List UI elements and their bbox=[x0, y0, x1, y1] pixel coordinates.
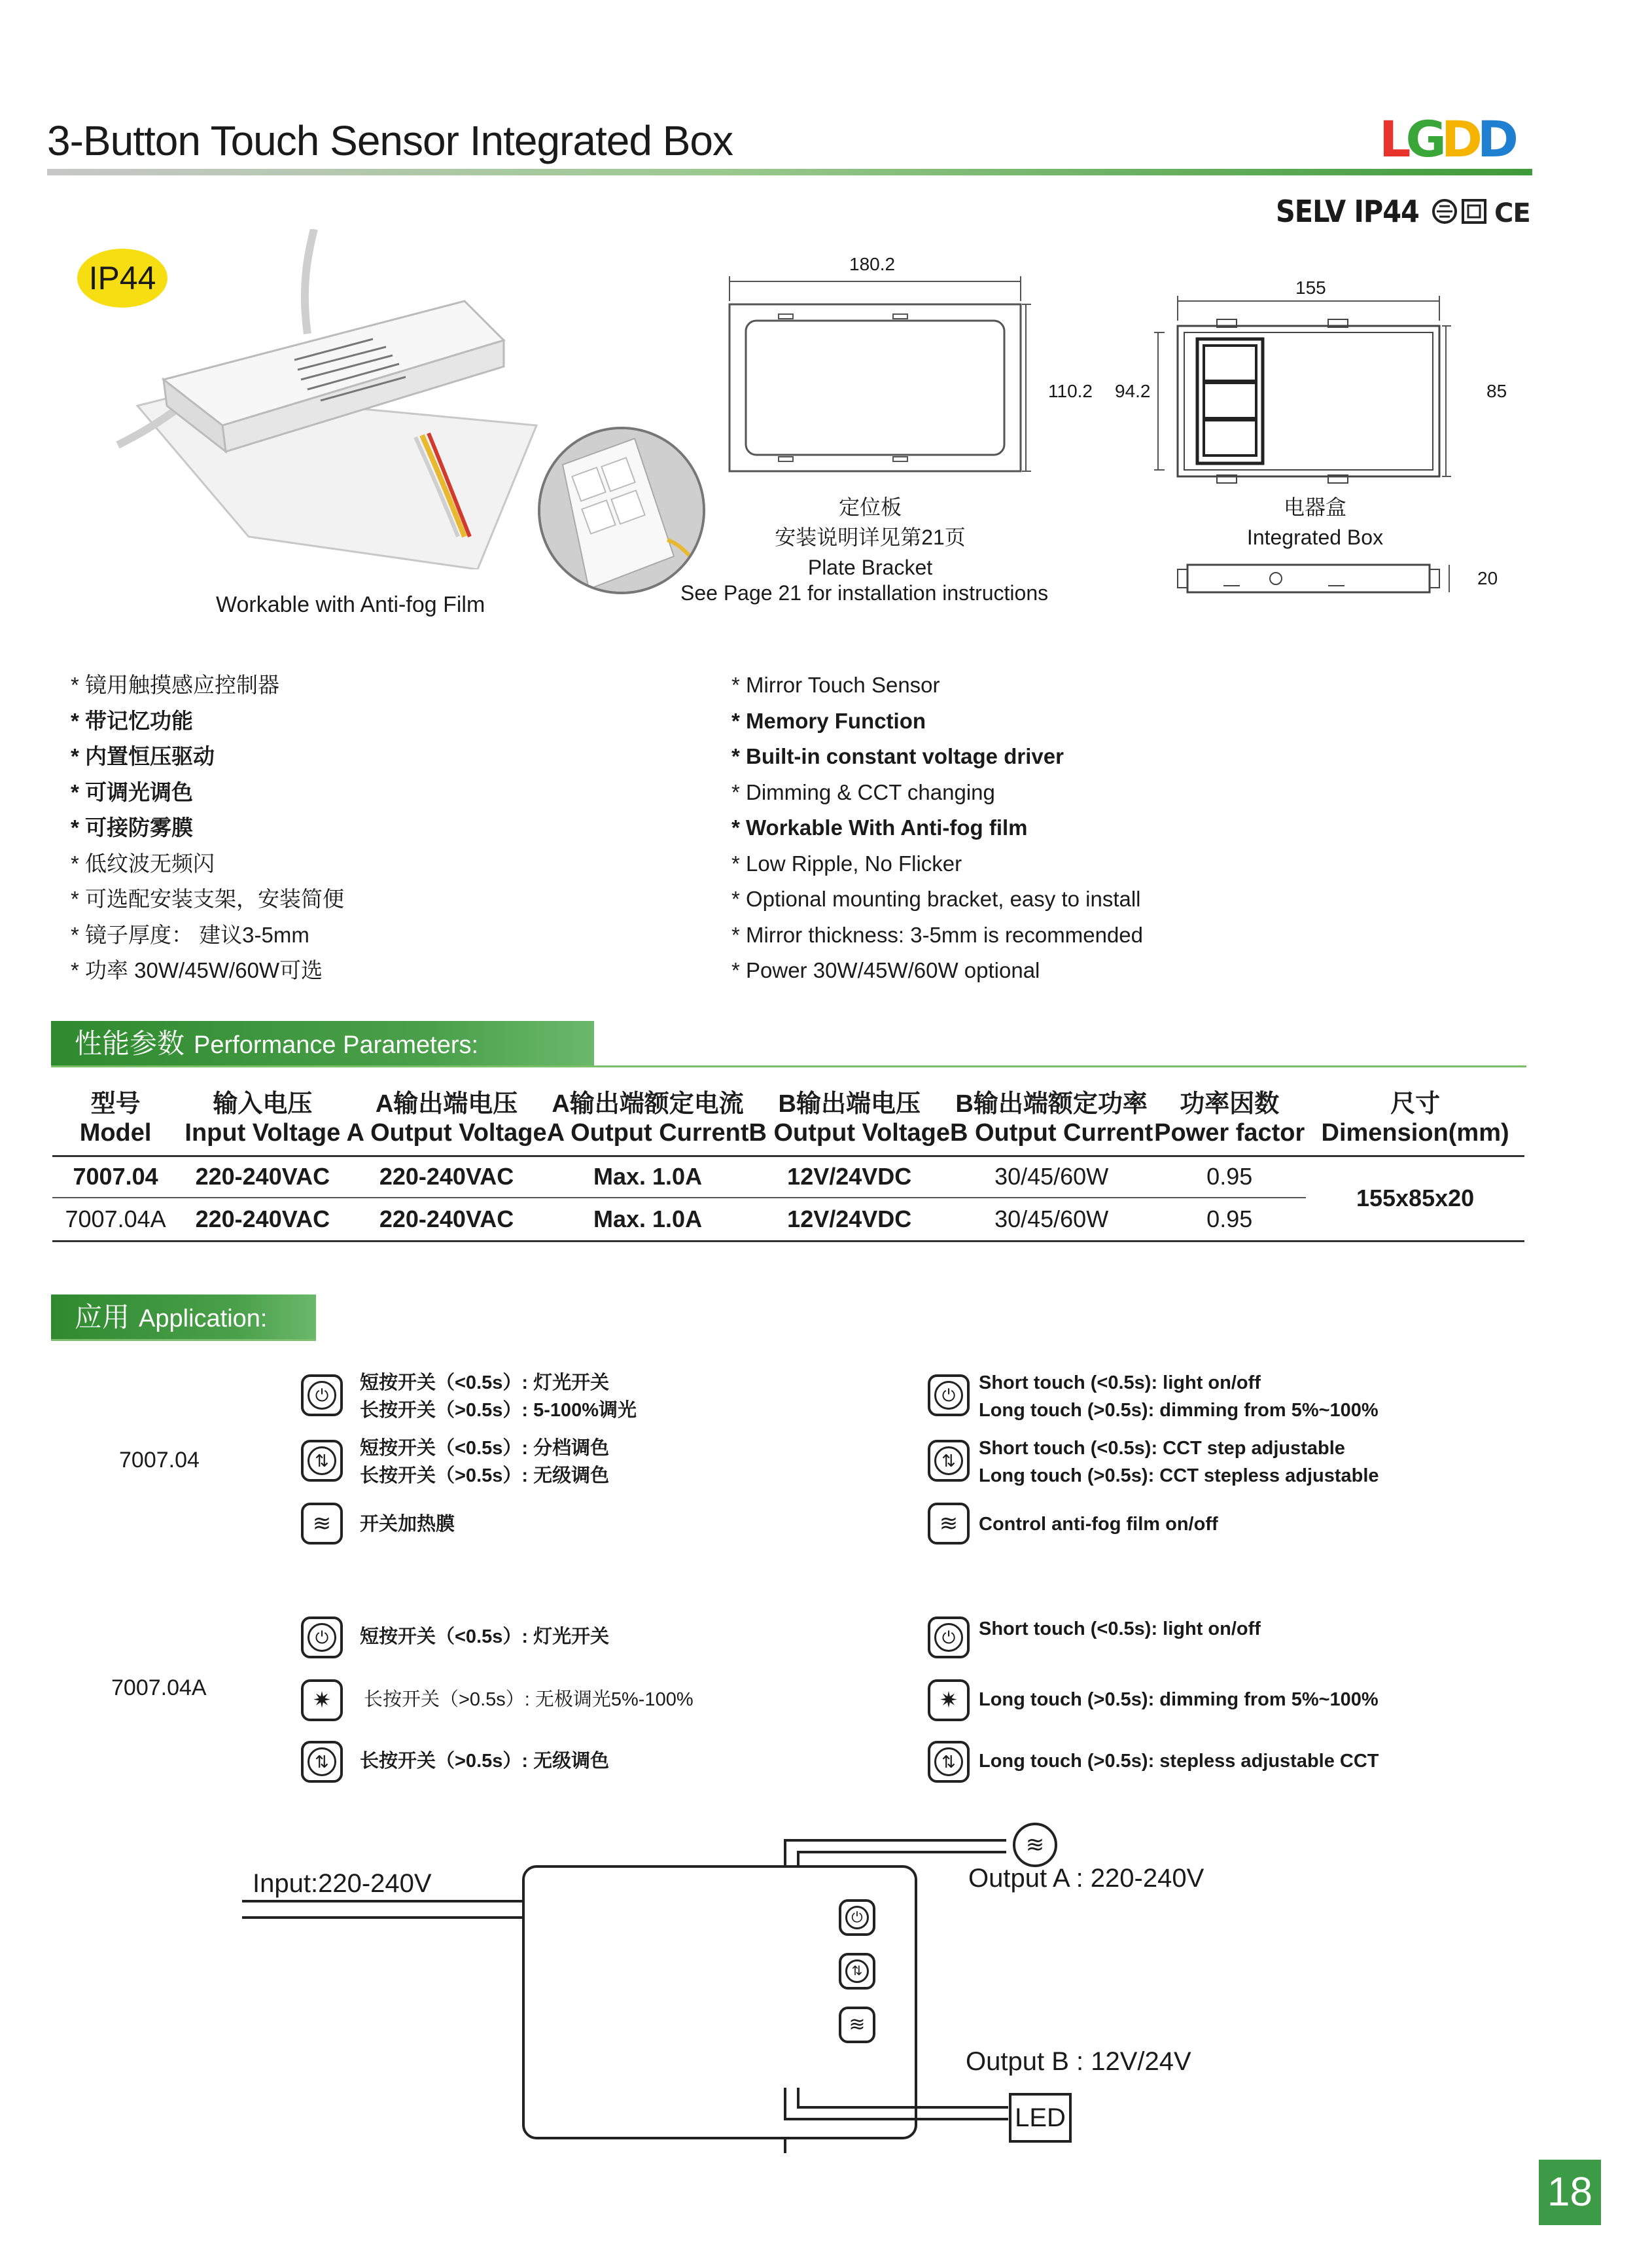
table-cell: Power factor bbox=[1154, 1119, 1305, 1147]
feature-item: * Low Ripple, No Flicker bbox=[731, 851, 962, 876]
table-cell: 12V/24VDC bbox=[787, 1163, 912, 1190]
table-cell: 220-240VAC bbox=[379, 1163, 514, 1190]
page-number: 18 bbox=[1539, 2160, 1601, 2225]
output-b-wires bbox=[782, 2088, 1024, 2160]
feature-item: * Mirror thickness: 3-5mm is recommended bbox=[731, 922, 1143, 947]
cct-button-icon: ⇅ bbox=[839, 1953, 875, 1990]
performance-table bbox=[52, 1083, 1524, 1242]
table-cell: Dimension(mm) bbox=[1321, 1119, 1509, 1147]
box-caption-zh: 电器盒 bbox=[1283, 495, 1346, 519]
cct-icon: ⇅ bbox=[928, 1440, 970, 1482]
feature-item: * 镜用触摸感应控制器 bbox=[71, 673, 280, 697]
table-cell: 7007.04 bbox=[73, 1163, 158, 1190]
mirror-sensor-closeup bbox=[536, 425, 707, 596]
antifog-icon: ≋ bbox=[301, 1503, 343, 1545]
bracket-caption-en1: Plate Bracket bbox=[807, 556, 933, 579]
table-cell: 功率因数 bbox=[1180, 1090, 1280, 1118]
app-line: 长按开关（>0.5s）: 无极调光5%-100% bbox=[364, 1689, 694, 1710]
table-cell: 0.95 bbox=[1206, 1205, 1253, 1232]
logo-letter: L bbox=[1379, 110, 1406, 168]
table-cell: 12V/24VDC bbox=[787, 1205, 912, 1232]
app-b-zh-text bbox=[360, 1623, 609, 1651]
dim-power-icon: ⏻ bbox=[301, 1374, 343, 1416]
bracket-width-dim: 180.2 bbox=[849, 254, 896, 274]
application-section-rule bbox=[51, 1339, 316, 1341]
cct-icon: ⇅ bbox=[301, 1440, 343, 1482]
led-load-box: LED bbox=[1009, 2093, 1072, 2143]
feature-item: * Mirror Touch Sensor bbox=[731, 673, 940, 697]
table-cell: 30/45/60W bbox=[994, 1163, 1109, 1190]
table-cell: A输出端电压 bbox=[375, 1090, 518, 1118]
antifog-button-icon: ≋ bbox=[839, 2007, 875, 2043]
table-cell: Input Voltage bbox=[185, 1119, 341, 1147]
bracket-caption-zh1: 定位板 bbox=[838, 495, 902, 519]
feature-item: * Built-in constant voltage driver bbox=[731, 744, 1064, 768]
app-a-en-text bbox=[979, 1369, 1379, 1424]
app-line: 短按开关（<0.5s）: 灯光开关 bbox=[360, 1372, 610, 1393]
feature-item: * Workable With Anti-fog film bbox=[731, 815, 1028, 840]
app-line: Short touch (<0.5s): light on/off bbox=[979, 1618, 1261, 1639]
app-line: Long touch (>0.5s): stepless adjustable CCT bbox=[979, 1751, 1379, 1772]
bracket-caption-zh2: 安装说明详见第21页 bbox=[775, 526, 966, 549]
box-height-dim: 85 bbox=[1486, 381, 1507, 401]
cert-symbols-icon bbox=[1432, 197, 1530, 226]
integrated-box-drawing bbox=[1138, 275, 1492, 615]
app-line: Long touch (>0.5s): CCT stepless adjustable bbox=[979, 1465, 1379, 1486]
page-title: 3-Button Touch Sensor Integrated Box bbox=[47, 117, 733, 164]
app-a-en-text bbox=[979, 1510, 1218, 1538]
feature-item: * 低纹波无频闪 bbox=[71, 851, 215, 876]
app-line: 长按开关（>0.5s）: 无级调色 bbox=[360, 1465, 610, 1486]
logo-letter: D bbox=[1441, 110, 1477, 168]
performance-section-rule bbox=[51, 1065, 1526, 1067]
feature-item: * 可选配安装支架，安装简便 bbox=[71, 887, 345, 911]
antifog-film-icon: ≋ bbox=[1013, 1823, 1057, 1867]
feature-item: * 可调光调色 bbox=[71, 779, 194, 804]
feature-item: * Dimming & CCT changing bbox=[731, 779, 995, 804]
app-line: Control anti-fog film on/off bbox=[979, 1514, 1218, 1535]
cct-icon: ⇅ bbox=[928, 1741, 970, 1783]
app-line: Short touch (<0.5s): CCT step adjustable bbox=[979, 1438, 1345, 1459]
dim-power-icon: ⏻ bbox=[928, 1374, 970, 1416]
table-cell: 0.95 bbox=[1206, 1163, 1253, 1190]
app-line: 短按开关（<0.5s）: 灯光开关 bbox=[360, 1626, 610, 1647]
table-cell: Model bbox=[79, 1119, 152, 1147]
app-a-zh-text bbox=[360, 1510, 455, 1538]
app-b-en-text bbox=[979, 1686, 1379, 1713]
brand-logo bbox=[1379, 110, 1523, 168]
app-a-zh-text bbox=[360, 1369, 637, 1424]
table-cell: 220-240VAC bbox=[195, 1163, 330, 1190]
power-button-icon: ⏻ bbox=[839, 1899, 875, 1936]
table-cell: 220-240VAC bbox=[195, 1205, 330, 1232]
dimension-cell: 155x85x20 bbox=[1356, 1185, 1475, 1211]
table-cell: 30/45/60W bbox=[994, 1205, 1109, 1232]
app-a-zh-text bbox=[360, 1435, 609, 1490]
table-row bbox=[52, 1119, 1524, 1156]
box-depth-dim: 20 bbox=[1477, 568, 1498, 588]
application-title-en: Application: bbox=[139, 1305, 268, 1332]
application-section-header bbox=[51, 1295, 316, 1340]
performance-title-en: Performance Parameters: bbox=[194, 1031, 479, 1059]
app-b-zh-text bbox=[364, 1686, 694, 1713]
input-label: Input:220-240V bbox=[253, 1869, 432, 1898]
table-cell: A Output Current bbox=[546, 1119, 749, 1147]
table-row bbox=[52, 1156, 1524, 1198]
power-icon: ⏻ bbox=[928, 1616, 970, 1658]
logo-letter: D bbox=[1477, 110, 1514, 168]
table-cell: 输入电压 bbox=[213, 1090, 313, 1118]
ip44-badge: IP44 bbox=[77, 249, 167, 308]
app-model-a: 7007.04 bbox=[119, 1448, 200, 1473]
box-inner-height-dim: 94.2 bbox=[1115, 381, 1151, 401]
logo-letter: G bbox=[1405, 110, 1441, 168]
table-cell: 220-240VAC bbox=[379, 1205, 514, 1232]
bracket-height-dim: 110.2 bbox=[1048, 381, 1093, 401]
plate-bracket-drawing bbox=[713, 249, 1080, 491]
box-width-dim: 155 bbox=[1295, 277, 1326, 298]
table-cell: Max. 1.0A bbox=[593, 1163, 703, 1190]
feature-item: * Power 30W/45W/60W optional bbox=[731, 958, 1040, 982]
app-line: Long touch (>0.5s): dimming from 5%~100% bbox=[979, 1400, 1379, 1421]
app-b-en-text bbox=[979, 1615, 1261, 1643]
app-line: 开关加热膜 bbox=[360, 1514, 455, 1535]
app-line: 短按开关（<0.5s）: 分档调色 bbox=[360, 1438, 610, 1459]
table-row bbox=[52, 1198, 1524, 1241]
photo-caption: Workable with Anti-fog Film bbox=[216, 592, 485, 617]
app-line: 长按开关（>0.5s）: 无级调色 bbox=[360, 1751, 610, 1772]
cct-icon: ⇅ bbox=[301, 1741, 343, 1783]
feature-item: * Memory Function bbox=[731, 708, 926, 733]
table-cell: Max. 1.0A bbox=[593, 1205, 703, 1232]
feature-item: * Optional mounting bracket, easy to install bbox=[731, 887, 1141, 911]
app-b-zh-text bbox=[360, 1747, 609, 1775]
performance-section-header bbox=[51, 1021, 594, 1067]
table-cell: 7007.04A bbox=[65, 1205, 166, 1232]
svg-text:CE: CE bbox=[1494, 198, 1530, 226]
application-title-zh: 应用 bbox=[75, 1302, 130, 1332]
brightness-icon: ✷ bbox=[928, 1679, 970, 1721]
antifog-icon: ≋ bbox=[928, 1503, 970, 1545]
bracket-caption-en2: See Page 21 for installation instructions bbox=[680, 581, 1049, 605]
app-line: Short touch (<0.5s): light on/off bbox=[979, 1372, 1261, 1393]
table-row bbox=[52, 1083, 1524, 1119]
features-en bbox=[731, 668, 1143, 989]
table-cell: A输出端额定电流 bbox=[552, 1090, 744, 1118]
table-cell: 型号 bbox=[90, 1090, 141, 1118]
table-cell: B输出端额定功率 bbox=[955, 1090, 1148, 1118]
brightness-icon: ✷ bbox=[301, 1679, 343, 1721]
box-caption bbox=[1184, 492, 1446, 552]
table-cell: A Output Voltage bbox=[346, 1119, 547, 1147]
output-a-label: Output A : 220-240V bbox=[968, 1864, 1204, 1893]
table-cell: B Output Voltage bbox=[748, 1119, 950, 1147]
feature-item: * 可接防雾膜 bbox=[71, 815, 194, 840]
feature-item: * 内置恒压驱动 bbox=[71, 744, 215, 768]
table-cell: 尺寸 bbox=[1390, 1090, 1441, 1118]
app-line: 长按开关（>0.5s）: 5-100%调光 bbox=[360, 1400, 637, 1421]
app-a-en-text bbox=[979, 1435, 1379, 1490]
output-b-label: Output B : 12V/24V bbox=[966, 2047, 1191, 2076]
table-cell: B输出端电压 bbox=[778, 1090, 921, 1118]
product-photo bbox=[111, 229, 569, 569]
feature-item: * 功率 30W/45W/60W可选 bbox=[71, 958, 323, 982]
performance-title-zh: 性能参数 bbox=[75, 1028, 185, 1059]
cert-text: SELV IP44 bbox=[1276, 194, 1419, 229]
box-caption-en: Integrated Box bbox=[1246, 526, 1384, 549]
power-icon: ⏻ bbox=[301, 1616, 343, 1658]
feature-item: * 镜子厚度： 建议3-5mm bbox=[71, 922, 309, 947]
app-b-en-text bbox=[979, 1747, 1379, 1775]
title-rule bbox=[47, 169, 1532, 175]
bracket-caption bbox=[713, 492, 1027, 582]
table-cell: B Output Current bbox=[949, 1119, 1153, 1147]
certification-marks bbox=[1276, 194, 1530, 229]
app-line: Long touch (>0.5s): dimming from 5%~100% bbox=[979, 1689, 1379, 1710]
app-model-b: 7007.04A bbox=[111, 1675, 207, 1700]
features-zh bbox=[71, 668, 344, 989]
feature-item: * 带记忆功能 bbox=[71, 708, 194, 733]
